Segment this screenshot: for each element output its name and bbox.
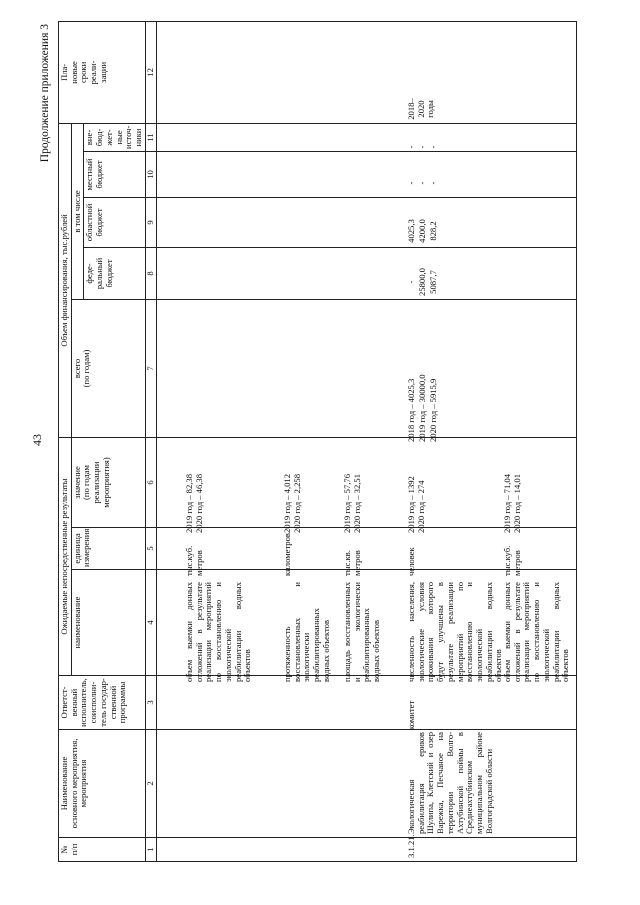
finance-local: -: [406, 181, 416, 185]
rotated-document-page: [30, 10, 600, 870]
row-executor: комитет: [406, 700, 416, 730]
page-number: 43: [30, 434, 44, 446]
header-local: местный бюджет: [84, 151, 146, 197]
list-item: площадь восстановленных и экологически реабилитированных водных объектов: [342, 582, 382, 682]
list-item: тыс.куб. метров: [184, 545, 204, 576]
finance-total-2019: 2019 год – 30000,0: [417, 374, 427, 442]
header-extra: вне- бюд- жет- ные источ- ники: [84, 123, 146, 151]
finance-extra: -: [406, 145, 416, 149]
column-number-row: [146, 21, 157, 861]
header-period: Пла- новые сроки реали- зации: [59, 21, 146, 123]
finance-total-2020: 2020 год – 5915,9: [428, 378, 438, 442]
list-item: 2019 год – 71,04 2020 год – 14,01: [502, 474, 522, 533]
list-item: 2019 год – 4,012 2020 год – 2,258: [282, 474, 302, 533]
col-number: 7: [146, 299, 157, 437]
col-number: 4: [146, 570, 157, 676]
col-number: 12: [146, 21, 157, 123]
row-number: 3.1.21.: [406, 834, 416, 858]
col-number: 3: [146, 676, 157, 730]
header-executor: Ответст- венный исполнитель, соисполни- тель государ- ственной программы: [59, 676, 146, 730]
header-regional: областной бюджет: [84, 197, 146, 247]
header-res-unit: единица измерения: [71, 528, 146, 570]
finance-federal: 25800,0: [417, 268, 427, 296]
header-total: всего (по годам): [71, 299, 146, 437]
finance-regional: 4200,0: [417, 219, 427, 243]
continuation-label: Продолжение приложения 3: [39, 24, 51, 163]
list-item: тыс.кв. метров: [342, 550, 362, 576]
list-item: объем выемки донных отложений в результате реализации мероприятий по восстановлению и экологической реабилитации водных объектов: [502, 582, 571, 682]
finance-federal: -: [406, 280, 416, 284]
list-item: объем выемки донных отложений в результате реализации мероприятий по восстановлению и экологической реабилитации водных объектов: [184, 582, 253, 682]
finance-extra: -: [417, 145, 427, 149]
row-period: 2018– 2020 годы: [406, 98, 436, 120]
col-number: 8: [146, 247, 157, 299]
table-body-row: [157, 21, 577, 861]
program-table: [58, 21, 577, 862]
header-name: Наименование основного мероприятия, мероприятия: [59, 730, 146, 838]
header-results-group: Ожидаемые непосредственные результаты: [59, 437, 72, 675]
list-item: тыс.куб. метров: [502, 545, 522, 576]
finance-local: -: [428, 181, 438, 185]
header-res-name: наименование: [71, 570, 146, 676]
col-number: 2: [146, 730, 157, 838]
finance-extra: -: [428, 145, 438, 149]
row-name: Экологическая реабилитация ериков Шулипа, Клетский и озер Варежка, Песчаное на территории Волго-Ахтубинской поймы в Среднеахтубинском муниципальном районе Волгоградской области: [406, 732, 494, 834]
list-item: протяженность восстановленных и экологически реабилитированных водных объектов: [282, 582, 331, 682]
finance-federal: 5087,7: [428, 270, 438, 294]
header-incl: в том числе: [71, 123, 84, 299]
col-number: 1: [146, 838, 157, 862]
col-number: 11: [146, 123, 157, 151]
col-number: 9: [146, 197, 157, 247]
finance-local: -: [417, 181, 427, 185]
col-number: 6: [146, 437, 157, 527]
list-item: километров: [282, 533, 292, 576]
header-num: № п/п: [59, 838, 146, 862]
col-number: 5: [146, 528, 157, 570]
list-item: человек: [406, 547, 416, 576]
header-federal: феде- ральный бюджет: [84, 247, 146, 299]
finance-regional: 4025,3: [406, 219, 416, 243]
header-finance-group: Объем финансирования, тыс.рублей: [59, 123, 72, 437]
list-item: 2019 год – 57,76 2020 год – 32,51: [342, 474, 362, 533]
col-number: 10: [146, 151, 157, 197]
list-item: 2019 год – 82,38 2020 год – 46,38: [184, 474, 204, 533]
list-item: 2019 год – 1392 2020 год – 274: [406, 476, 426, 533]
finance-regional: 828,2: [428, 221, 438, 241]
finance-total-2018: 2018 год – 4025,3: [406, 378, 416, 442]
list-item: численность населения, экологические условия проживания которого будут улучшены в результате реализации мероприятий по восстановлению и экологической реабилитации водных объектов: [406, 582, 504, 682]
header-res-value: значение (по годам реализации мероприятия): [71, 437, 146, 527]
